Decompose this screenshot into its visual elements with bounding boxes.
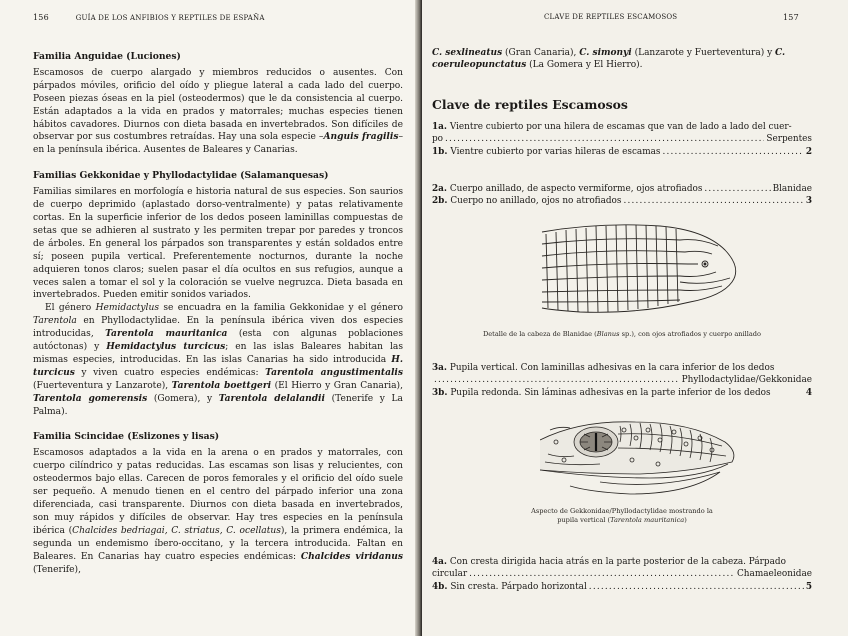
couplet-result: Chamaeleonidae xyxy=(737,569,812,580)
couplet-1a xyxy=(432,121,812,133)
text-run: (Gran Canaria), xyxy=(502,48,580,58)
couplet-1 xyxy=(432,121,812,158)
species-name: Hemidactylus xyxy=(95,303,159,314)
species-name: Chalcides viridanus xyxy=(300,550,403,562)
paragraph xyxy=(33,67,403,157)
dot-leader xyxy=(445,133,764,145)
text-run: pupila vertical ( xyxy=(557,515,611,524)
gecko-caption xyxy=(442,507,802,524)
right-page-number-wrap xyxy=(783,13,799,22)
species-name: Blanus xyxy=(596,330,620,338)
right-page-number: 157 xyxy=(783,13,799,22)
gecko-caption-line-2 xyxy=(442,516,802,525)
species-name: H. turcicus xyxy=(33,353,403,378)
dot-leader xyxy=(704,183,770,195)
gecko-head-illustration xyxy=(540,412,740,497)
species-name: Hemidactylus turcicus xyxy=(106,341,226,353)
text-run: ) xyxy=(684,515,687,524)
section-heading: Familia Anguidae (Luciones) xyxy=(33,51,181,62)
key-title: Clave de reptiles Escamosos xyxy=(432,97,628,112)
couplet-label: 4a. xyxy=(432,557,448,567)
species-name: C. sexlineatus xyxy=(432,48,503,58)
blanus-head-illustration xyxy=(540,220,745,320)
couplet-label: 1b. xyxy=(432,146,448,157)
couplet-3b xyxy=(432,387,812,399)
text-run: – en la península ibérica. Ausentes de Baleares y Canarias. xyxy=(33,132,403,156)
species-name: C. coeruleopunctatus xyxy=(432,48,786,71)
dot-leader xyxy=(662,146,803,158)
couplet-result: 5 xyxy=(805,581,812,592)
gecko-caption-line-1: Aspecto de Gekkonidae/Phyllodactylidae mostrando la xyxy=(531,507,713,515)
text-run: (La Gomera y El Hierro). xyxy=(526,60,643,71)
paragraph xyxy=(33,447,403,576)
left-running-head xyxy=(33,13,265,22)
right-page xyxy=(422,0,848,636)
left-page-number: 156 xyxy=(33,13,49,22)
text-run: El género xyxy=(45,303,96,314)
dot-leader xyxy=(623,195,803,207)
couplet-3a-cont xyxy=(432,374,812,386)
couplet-text: Sin cresta. Párpado horizontal xyxy=(450,581,587,592)
section-heading: Familias Gekkonidae y Phyllodactylidae (Salamanquesas) xyxy=(33,170,329,182)
text-run: (esta con algunas poblaciones autóctonas) y xyxy=(33,329,403,353)
couplet-text: Pupila redonda. Sin láminas adhesivas en la parte inferior de los dedos xyxy=(450,387,771,398)
paragraph xyxy=(33,302,403,418)
couplet-label: 3a. xyxy=(432,363,448,373)
left-running-head-title: GUÍA DE LOS ANFIBIOS Y REPTILES DE ESPAÑA xyxy=(75,14,265,22)
couplet-label: 2a. xyxy=(432,184,448,194)
couplet-text: circular xyxy=(432,569,468,580)
text-run: Detalle de la cabeza de Blanidae ( xyxy=(482,330,597,338)
couplet-2b xyxy=(432,195,812,207)
text-run: (Fuerteventura y Lanzarote), xyxy=(33,380,172,391)
couplet-2 xyxy=(432,183,812,208)
couplet-result: 2 xyxy=(805,146,812,157)
couplet-label: 4b. xyxy=(432,581,448,592)
text-run: (Lanzarote y Fuerteventura) y xyxy=(631,48,776,58)
left-page xyxy=(0,0,420,636)
species-name: Tarentola mauritanica xyxy=(610,515,685,524)
couplet-1b xyxy=(432,146,812,158)
couplet-1a-cont xyxy=(432,133,812,145)
couplet-text: Vientre cubierto por varias hileras de escamas xyxy=(450,146,661,157)
species-name: Tarentola boettgeri xyxy=(171,379,272,391)
section-scincidae xyxy=(33,431,403,576)
couplet-4a-cont xyxy=(432,568,812,580)
text-run: Escamosos de cuerpo alargado y miembros reducidos o ausentes. Con párpados móviles, orificio del oído y pliegue lateral a cada lado del cuerpo. Poseen piezas óseas en la piel (osteodermos) que le da consistencia al cuerpo. Están adaptados a la vida en prados y matorrales; muchas especies tienen hábitos cavadores. Diurnos con dieta basada en invertebrados. Son difíciles de observar por sus costumbres retraídas. Hay una sola especie – xyxy=(33,67,403,143)
dot-leader xyxy=(434,374,680,386)
dot-leader xyxy=(469,568,735,580)
left-text-column xyxy=(33,51,403,589)
text-run: en Phyllodactylidae. En la península ibérica viven dos especies introducidas, xyxy=(33,316,403,340)
text-run: ; en las islas Baleares habitan las mismas especies, introducidas. En las islas Canarias ha sido introducida xyxy=(33,342,403,365)
paragraph xyxy=(33,186,403,302)
couplet-3 xyxy=(432,362,812,399)
couplet-result: Blanidae xyxy=(772,184,812,194)
couplet-2a xyxy=(432,183,812,195)
right-running-head xyxy=(544,13,677,21)
couplet-result: Serpentes xyxy=(766,134,812,145)
section-heading: Familia Scincidae (Eslizones y lisas) xyxy=(33,431,220,443)
species-name: Chalcides bedriagai, C. striatus, C. ocellatus xyxy=(72,525,281,536)
couplet-label: 1a. xyxy=(432,122,448,132)
couplet-label: 2b. xyxy=(432,196,448,207)
species-name: C. simonyi xyxy=(579,48,632,58)
couplet-result: 3 xyxy=(805,196,812,207)
couplet-text: Cuerpo anillado, de aspecto vermiforme, ojos atrofiados xyxy=(449,184,703,194)
couplet-4b xyxy=(432,581,812,593)
text-run: (Tenerife y La Palma). xyxy=(33,393,403,417)
couplet-text: Vientre cubierto por una hilera de escamas que van de lado a lado del cuer- xyxy=(449,122,792,132)
section-gekkonidae xyxy=(33,170,403,418)
couplet-text: Pupila vertical. Con laminillas adhesivas en la cara inferior de los dedos xyxy=(449,363,775,373)
couplet-3a xyxy=(432,362,812,374)
blanus-caption xyxy=(442,330,802,339)
text-run: y viven cuatro especies endémicas: xyxy=(74,367,266,378)
section-anguidae xyxy=(33,51,403,157)
couplet-result: Phyllodactylidae/Gekkonidae xyxy=(681,375,812,386)
species-name: Tarentola xyxy=(33,316,77,327)
couplet-result: 4 xyxy=(805,387,812,398)
text-run: (Tenerife), xyxy=(33,564,81,575)
text-run: ), la primera endémica, la segunda un endemismo íbero-occitano, y la tercera introducida. Faltan en Baleares. En Canarias hay cuatro especies endémicas: xyxy=(33,525,403,562)
species-name: Tarentola mauritanica xyxy=(105,328,228,340)
species-name: Anguis fragilis xyxy=(323,131,399,143)
couplet-4a xyxy=(432,556,812,568)
text-run: sp.), con ojos atrofiados y cuerpo anillado xyxy=(619,330,761,338)
text-run: Escamosos adaptados a la vida en la arena o en prados y matorrales, con cuerpo cilíndrico y patas reducidas. Las escamas son lisas y relucientes, con osteodermos bajo ellas. Carecen de poros femorales y el orificio del oído suele ser pequeño. A menudo tienen en el centro del párpado inferior una zona diferenciada, casi transparente. Diurnos con dieta basada en invertebrados, son muy rápidos y difíciles de observar. Hay tres especies en la península ibérica ( xyxy=(33,448,403,536)
text-run: (Gomera), y xyxy=(147,393,219,404)
text-run: Familias similares en morfología e historia natural de sus especies. Son saurios de cuerpo deprimido (aplastado dorso-ventralmente) y patas relativamente cortas. En la superficie inferior de los dedos poseen laminillas compuestas de setas que se adhieren al sustrato y les permiten trepar por paredes y troncos de árboles. En general los párpados son transparentes y están soldados entre sí; poseen pupila vertical. Preferentemente nocturnos, durante la noche adquieren tonos claros; suelen pasar el día ocultos en sus refugios, aunque a veces salen a tomar el sol y la coloración se vuelve negruzca. Dieta basada en invertebrados. Pueden emitir sonidos variados. xyxy=(33,187,403,301)
couplet-text: po xyxy=(432,134,444,145)
gecko-head-drawing xyxy=(540,422,734,494)
blanus-head-drawing xyxy=(542,225,736,312)
right-running-head-title: CLAVE DE REPTILES ESCAMOSOS xyxy=(544,13,678,21)
species-name: Tarentola delalandii xyxy=(218,392,325,404)
couplet-text: Con cresta dirigida hacia atrás en la parte posterior de la cabeza. Párpado xyxy=(449,557,786,567)
paragraph xyxy=(432,47,812,72)
text-run: se encuadra en la familia Gekkonidae y el género xyxy=(158,303,403,314)
dot-leader xyxy=(589,581,804,593)
species-name: Tarentola gomerensis xyxy=(33,392,148,404)
couplet-label: 3b. xyxy=(432,387,448,398)
couplet-4 xyxy=(432,556,812,593)
text-run: (El Hierro y Gran Canaria), xyxy=(271,380,403,391)
couplet-text: Cuerpo no anillado, ojos no atrofiados xyxy=(450,196,622,207)
species-name: Tarentola angustimentalis xyxy=(265,366,403,378)
right-intro xyxy=(432,47,812,72)
